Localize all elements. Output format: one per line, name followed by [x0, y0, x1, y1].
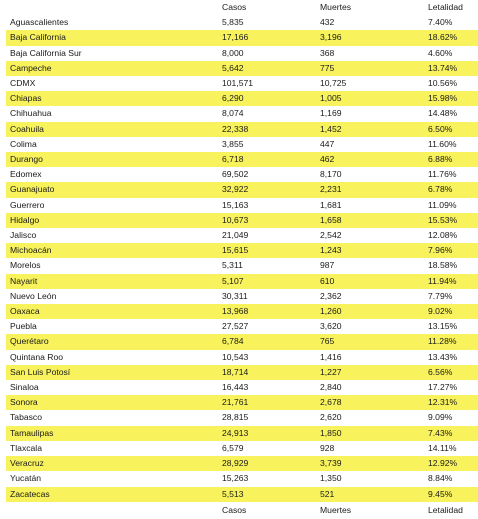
cell-estado: Hidalgo	[10, 214, 40, 225]
table-row	[6, 319, 478, 334]
cell-letalidad: 9.09%	[428, 412, 453, 423]
cell-casos: 5,642	[222, 62, 244, 73]
cell-estado: Yucatán	[10, 473, 42, 484]
cell-letalidad: 14.48%	[428, 108, 458, 119]
cell-muertes: 1,681	[320, 199, 342, 210]
table-row	[6, 487, 478, 502]
cell-estado: Jalisco	[10, 230, 37, 241]
cell-estado: Baja California Sur	[10, 47, 82, 58]
cell-casos: 21,049	[222, 230, 249, 241]
cell-estado: Quintana Roo	[10, 351, 64, 362]
table-row	[6, 350, 478, 365]
cell-casos: 28,815	[222, 412, 249, 423]
cell-casos: 27,527	[222, 321, 249, 332]
table-header	[6, 0, 478, 15]
state-stats-table	[6, 0, 478, 519]
cell-casos: 69,502	[222, 169, 249, 180]
cell-letalidad: 18.62%	[428, 32, 458, 43]
header-letalidad: Letalidad	[428, 2, 463, 12]
table-row	[6, 91, 478, 106]
cell-letalidad: 18.58%	[428, 260, 458, 271]
cell-muertes: 10,725	[320, 78, 347, 89]
cell-casos: 5,311	[222, 260, 243, 271]
table-row	[6, 106, 478, 121]
cell-letalidad: 7.79%	[428, 290, 453, 301]
cell-muertes: 1,227	[320, 366, 342, 377]
table-row	[6, 304, 478, 319]
cell-estado: Puebla	[10, 321, 37, 332]
table-row	[6, 228, 478, 243]
cell-muertes: 3,620	[320, 321, 342, 332]
table-row	[6, 152, 478, 167]
cell-estado: Veracruz	[10, 458, 44, 469]
cell-letalidad: 12.08%	[428, 230, 458, 241]
cell-letalidad: 6.50%	[428, 123, 453, 134]
cell-muertes: 1,350	[320, 473, 342, 484]
table-row	[6, 167, 478, 182]
cell-muertes: 1,243	[320, 245, 342, 256]
cell-letalidad: 11.09%	[428, 199, 457, 210]
cell-estado: Coahuila	[10, 123, 44, 134]
cell-letalidad: 7.40%	[428, 17, 453, 28]
table-row	[6, 365, 478, 380]
cell-muertes: 1,658	[320, 214, 342, 225]
cell-casos: 3,855	[222, 138, 244, 149]
cell-letalidad: 4.60%	[428, 47, 453, 58]
cell-letalidad: 13.15%	[428, 321, 458, 332]
table-row	[6, 380, 478, 395]
cell-muertes: 987	[320, 260, 335, 271]
cell-casos: 13,968	[222, 306, 249, 317]
cell-letalidad: 15.53%	[428, 214, 458, 225]
header-estado	[6, 0, 218, 15]
table-row	[6, 289, 478, 304]
cell-estado: Morelos	[10, 260, 41, 271]
footer-muertes: Muertes	[320, 504, 352, 515]
cell-casos: 10,673	[222, 214, 249, 225]
cell-letalidad: 7.96%	[428, 245, 453, 256]
cell-casos: 22,338	[222, 123, 249, 134]
table-row	[6, 456, 478, 471]
table-row	[6, 198, 478, 213]
cell-muertes: 462	[320, 154, 335, 165]
table-row	[6, 46, 478, 61]
table-row	[6, 258, 478, 273]
cell-letalidad: 9.02%	[428, 306, 453, 317]
cell-muertes: 368	[320, 47, 335, 58]
cell-letalidad: 8.84%	[428, 473, 453, 484]
table-row	[6, 15, 478, 30]
cell-estado: Baja California	[10, 32, 66, 43]
table-row	[6, 122, 478, 137]
cell-estado: Zacatecas	[10, 488, 50, 499]
header-row	[6, 0, 478, 15]
cell-letalidad: 12.92%	[428, 458, 458, 469]
cell-estado: Oaxaca	[10, 306, 40, 317]
table-row	[6, 471, 478, 486]
cell-letalidad: 17.27%	[428, 382, 458, 393]
cell-muertes: 2,542	[320, 230, 342, 241]
cell-muertes: 2,620	[320, 412, 342, 423]
cell-casos: 101,571	[222, 78, 254, 89]
table-row	[6, 410, 478, 425]
table-row	[6, 61, 478, 76]
cell-letalidad: 6.88%	[428, 154, 453, 165]
cell-letalidad: 9.45%	[428, 488, 453, 499]
cell-estado: Nayarit	[10, 275, 38, 286]
cell-casos: 6,290	[222, 93, 244, 104]
cell-muertes: 1,169	[320, 108, 342, 119]
cell-letalidad: 7.43%	[428, 427, 453, 438]
cell-estado: Durango	[10, 154, 43, 165]
cell-casos: 15,263	[222, 473, 249, 484]
cell-muertes: 1,416	[320, 351, 342, 362]
cell-estado: Chihuahua	[10, 108, 52, 119]
cell-casos: 5,513	[222, 488, 244, 499]
cell-estado: Edomex	[10, 169, 42, 180]
cell-estado: CDMX	[10, 78, 36, 89]
cell-letalidad: 6.56%	[428, 366, 453, 377]
cell-estado: Aguascalientes	[10, 17, 69, 28]
table-row	[6, 426, 478, 441]
cell-muertes: 2,840	[320, 382, 342, 393]
footer-row	[6, 502, 478, 519]
cell-casos: 32,922	[222, 184, 249, 195]
header-casos: Casos	[222, 2, 247, 12]
table-row	[6, 213, 478, 228]
cell-casos: 8,000	[222, 47, 244, 58]
cell-estado: Sinaloa	[10, 382, 39, 393]
table-row	[6, 243, 478, 258]
cell-muertes: 1,850	[320, 427, 342, 438]
cell-casos: 16,443	[222, 382, 249, 393]
cell-estado: Nuevo León	[10, 290, 57, 301]
cell-estado: San Luis Potosí	[10, 366, 71, 377]
cell-muertes: 8,170	[320, 169, 342, 180]
cell-letalidad: 13.74%	[428, 62, 458, 73]
footer-casos: Casos	[222, 504, 247, 515]
cell-muertes: 521	[320, 488, 335, 499]
cell-letalidad: 10.56%	[428, 78, 458, 89]
cell-muertes: 1,452	[320, 123, 342, 134]
cell-estado: Chiapas	[10, 93, 42, 104]
table-row	[6, 182, 478, 197]
table-row	[6, 30, 478, 45]
table-body	[6, 15, 478, 502]
cell-letalidad: 11.28%	[428, 336, 457, 347]
footer-letalidad: Letalidad	[428, 504, 463, 515]
cell-muertes: 447	[320, 138, 335, 149]
header-muertes: Muertes	[320, 2, 352, 12]
cell-muertes: 2,362	[320, 290, 342, 301]
cell-estado: Querétaro	[10, 336, 49, 347]
cell-letalidad: 11.60%	[428, 138, 457, 149]
cell-estado: Guanajuato	[10, 184, 55, 195]
table-row	[6, 274, 478, 289]
table-row	[6, 334, 478, 349]
cell-estado: Campeche	[10, 62, 52, 73]
cell-casos: 21,761	[222, 397, 249, 408]
cell-casos: 30,311	[222, 290, 248, 301]
cell-muertes: 3,196	[320, 32, 342, 43]
table-footer	[6, 502, 478, 519]
cell-casos: 15,615	[222, 245, 249, 256]
cell-letalidad: 12.31%	[428, 397, 458, 408]
cell-muertes: 610	[320, 275, 335, 286]
cell-letalidad: 11.76%	[428, 169, 457, 180]
cell-letalidad: 14.11%	[428, 442, 457, 453]
cell-casos: 5,835	[222, 17, 244, 28]
footer-estado	[6, 502, 218, 519]
cell-casos: 10,543	[222, 351, 249, 362]
cell-casos: 6,718	[222, 154, 244, 165]
cell-casos: 5,107	[222, 275, 244, 286]
cell-letalidad: 11.94%	[428, 275, 457, 286]
cell-estado: Tamaulipas	[10, 427, 54, 438]
table-row	[6, 441, 478, 456]
cell-casos: 24,913	[222, 427, 249, 438]
cell-muertes: 775	[320, 62, 335, 73]
cell-casos: 18,714	[222, 366, 249, 377]
cell-estado: Tabasco	[10, 412, 43, 423]
cell-letalidad: 6.78%	[428, 184, 453, 195]
cell-casos: 8,074	[222, 108, 244, 119]
cell-muertes: 1,260	[320, 306, 342, 317]
cell-letalidad: 15.98%	[428, 93, 458, 104]
cell-estado: Colima	[10, 138, 37, 149]
cell-estado: Michoacán	[10, 245, 52, 256]
cell-casos: 15,163	[222, 199, 249, 210]
cell-casos: 6,579	[222, 442, 244, 453]
cell-muertes: 928	[320, 442, 335, 453]
cell-casos: 28,929	[222, 458, 249, 469]
table-row	[6, 137, 478, 152]
cell-casos: 17,166	[222, 32, 249, 43]
cell-muertes: 3,739	[320, 458, 342, 469]
cell-muertes: 2,678	[320, 397, 342, 408]
table-row	[6, 76, 478, 91]
cell-estado: Tlaxcala	[10, 442, 42, 453]
cell-estado: Guerrero	[10, 199, 45, 210]
cell-estado: Sonora	[10, 397, 38, 408]
cell-muertes: 2,231	[320, 184, 342, 195]
cell-muertes: 432	[320, 17, 335, 28]
table-row	[6, 395, 478, 410]
cell-muertes: 1,005	[320, 93, 342, 104]
cell-letalidad: 13.43%	[428, 351, 458, 362]
cell-muertes: 765	[320, 336, 335, 347]
cell-casos: 6,784	[222, 336, 244, 347]
